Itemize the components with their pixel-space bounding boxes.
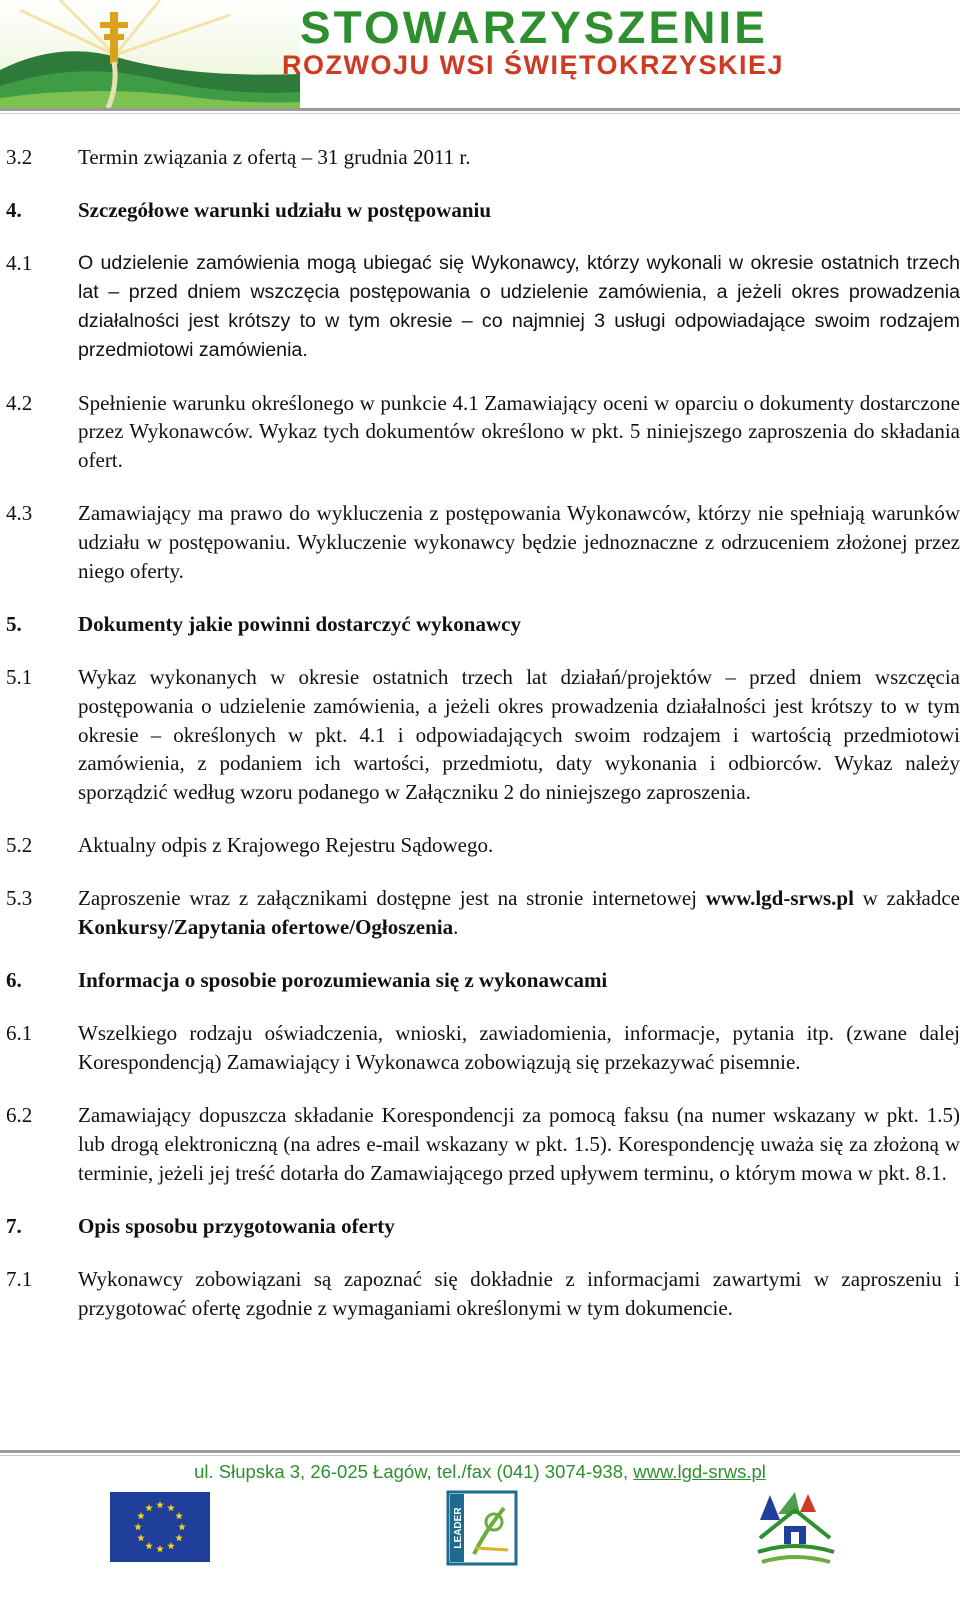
section-heading-5 — [6, 610, 960, 639]
website-link[interactable]: www.lgd-srws.pl — [633, 1461, 766, 1482]
section-heading-text: Szczegółowe warunki udziału w postępowaniu — [78, 198, 492, 223]
section-number: 7. — [6, 1213, 22, 1238]
section-4-1 — [6, 249, 960, 364]
section-3-2 — [6, 143, 960, 172]
section-number: 3.2 — [6, 145, 33, 169]
section-5-2 — [6, 831, 960, 860]
section-text: Zamawiający ma prawo do wykluczenia z postępowania Wykonawców, którzy nie spełniają warunków udziału w postępowaniu. Wykluczenie wykonawcy będzie jednoznaczne z odrzuceniem złożonej przez niego oferty. — [78, 501, 960, 583]
address-text: ul. Słupska 3, 26-025 Łagów, tel./fax (041) 3074-938, — [194, 1461, 634, 1482]
section-5-3 — [6, 884, 960, 941]
section-number: 4.3 — [6, 501, 33, 526]
section-number: 4.1 — [6, 251, 33, 276]
leader-text: LEADER — [453, 1507, 464, 1549]
section-text: Wykaz wykonanych w okresie ostatnich trzech lat działań/projektów – przed dniem wszczęcia postępowania o udzielenie zamówienia, a jeżeli okres prowadzenia działalności jest krótszy to w tym okresie – określonych w pkt. 4.1 i odpowiadających swoim rodzajem i wartością przedmiotowi zamówienia, z podaniem ich wartości, przedmiotu, daty wykonania i odbiorców. Wykaz należy sporządzić według wzoru podanego w Załączniku 2 do niniejszego zaproszenia. — [78, 665, 960, 804]
section-6-1 — [6, 1019, 960, 1076]
page-header — [0, 0, 960, 118]
section-number: 4.2 — [6, 390, 33, 415]
section-number: 4. — [6, 198, 22, 223]
section-text-part: w zakładce — [853, 886, 960, 911]
eu-flag-icon — [110, 1492, 210, 1562]
section-text: O udzielenie zamówienia mogą ubiegać się Wykonawcy, którzy wykonali w okresie ostatnich trzech lat – przed dniem wszczęcia postępowania o udzielenie zamówienia, a jeżeli okres prowadzenia działalności jest krótszy to w tym okresie – co najmniej 3 usługi odpowiadające swoim rodzajem przedmiotowi zamówienia. — [78, 252, 960, 361]
section-heading-text: Opis sposobu przygotowania oferty — [78, 1213, 395, 1238]
org-name-line2: ROZWOJU WSI ŚWIĘTOKRZYSKIEJ — [282, 50, 785, 80]
section-6-2 — [6, 1101, 960, 1187]
footer-address — [0, 1461, 960, 1483]
section-heading-text: Dokumenty jakie powinni dostarczyć wykonawcy — [78, 611, 521, 636]
section-text — [78, 884, 960, 941]
section-text: Termin związania z ofertą – 31 grudnia 2011 r. — [78, 145, 471, 169]
section-7-1 — [6, 1265, 960, 1322]
section-number: 6. — [6, 968, 22, 993]
section-number: 5.1 — [6, 665, 33, 690]
header-divider-thin — [0, 113, 960, 114]
section-number: 6.2 — [6, 1103, 33, 1128]
footer-divider — [0, 1450, 960, 1453]
section-text: Wszelkiego rodzaju oświadczenia, wnioski, zawiadomienia, informacje, pytania itp. (zwane dalej Korespondencją) Zamawiający i Wykonawca zobowiązują się przekazywać pisemnie. — [78, 1021, 960, 1075]
org-name-line1: STOWARZYSZENIE — [300, 2, 768, 53]
section-number: 6.1 — [6, 1021, 33, 1046]
section-text: Wykonawcy zobowiązani są zapoznać się dokładnie z informacjami zawartymi w zaproszeniu i przygotować ofertę zgodnie z wymaganiami określonymi w tym dokumencie. — [78, 1267, 960, 1320]
section-number: 5. — [6, 611, 22, 636]
section-heading-6 — [6, 966, 960, 995]
header-divider — [0, 108, 960, 111]
leader-logo-icon — [446, 1490, 518, 1566]
section-number: 7.1 — [6, 1267, 33, 1292]
section-number: 5.2 — [6, 833, 33, 858]
section-text: Aktualny odpis z Krajowego Rejestru Sądowego. — [78, 833, 494, 858]
section-4-2 — [6, 389, 960, 475]
footer-divider-thin — [0, 1455, 960, 1456]
section-text-part: . — [453, 915, 459, 940]
lgd-logo-icon — [750, 1490, 840, 1568]
section-text: Zamawiający dopuszcza składanie Korespondencji za pomocą faksu (na numer wskazany w pkt. 1.5) lub drogą elektroniczną (na adres e-mail wskazany w pkt. 1.5). Korespondencję uważa się za złożoną w terminie, jeżeli jej treść dotarła do Zamawiającego przed upływem terminu, o którym mowa w pkt. 8.1. — [78, 1103, 960, 1185]
cross-on-hill-logo-icon — [0, 0, 300, 108]
section-text: Spełnienie warunku określonego w punkcie 4.1 Zamawiający oceni w oparciu o dokumenty dostarczone przez Wykonawców. Wykaz tych dokumentów określono w pkt. 5 niniejszego zaproszenia do składania ofert. — [78, 390, 960, 473]
section-5-1 — [6, 663, 960, 807]
section-text-part: Zaproszenie wraz z załącznikami dostępne jest na stronie internetowej — [78, 886, 706, 911]
section-heading-4 — [6, 196, 960, 225]
website-link[interactable]: www.lgd-srws.pl — [705, 886, 854, 911]
section-4-3 — [6, 499, 960, 585]
section-number: 5.3 — [6, 886, 33, 911]
section-heading-text: Informacja o sposobie porozumiewania się z wykonawcami — [78, 968, 608, 993]
tab-name: Konkursy/Zapytania ofertowe/Ogłoszenia — [78, 915, 454, 940]
section-heading-7 — [6, 1212, 960, 1241]
document-body — [6, 143, 960, 1323]
